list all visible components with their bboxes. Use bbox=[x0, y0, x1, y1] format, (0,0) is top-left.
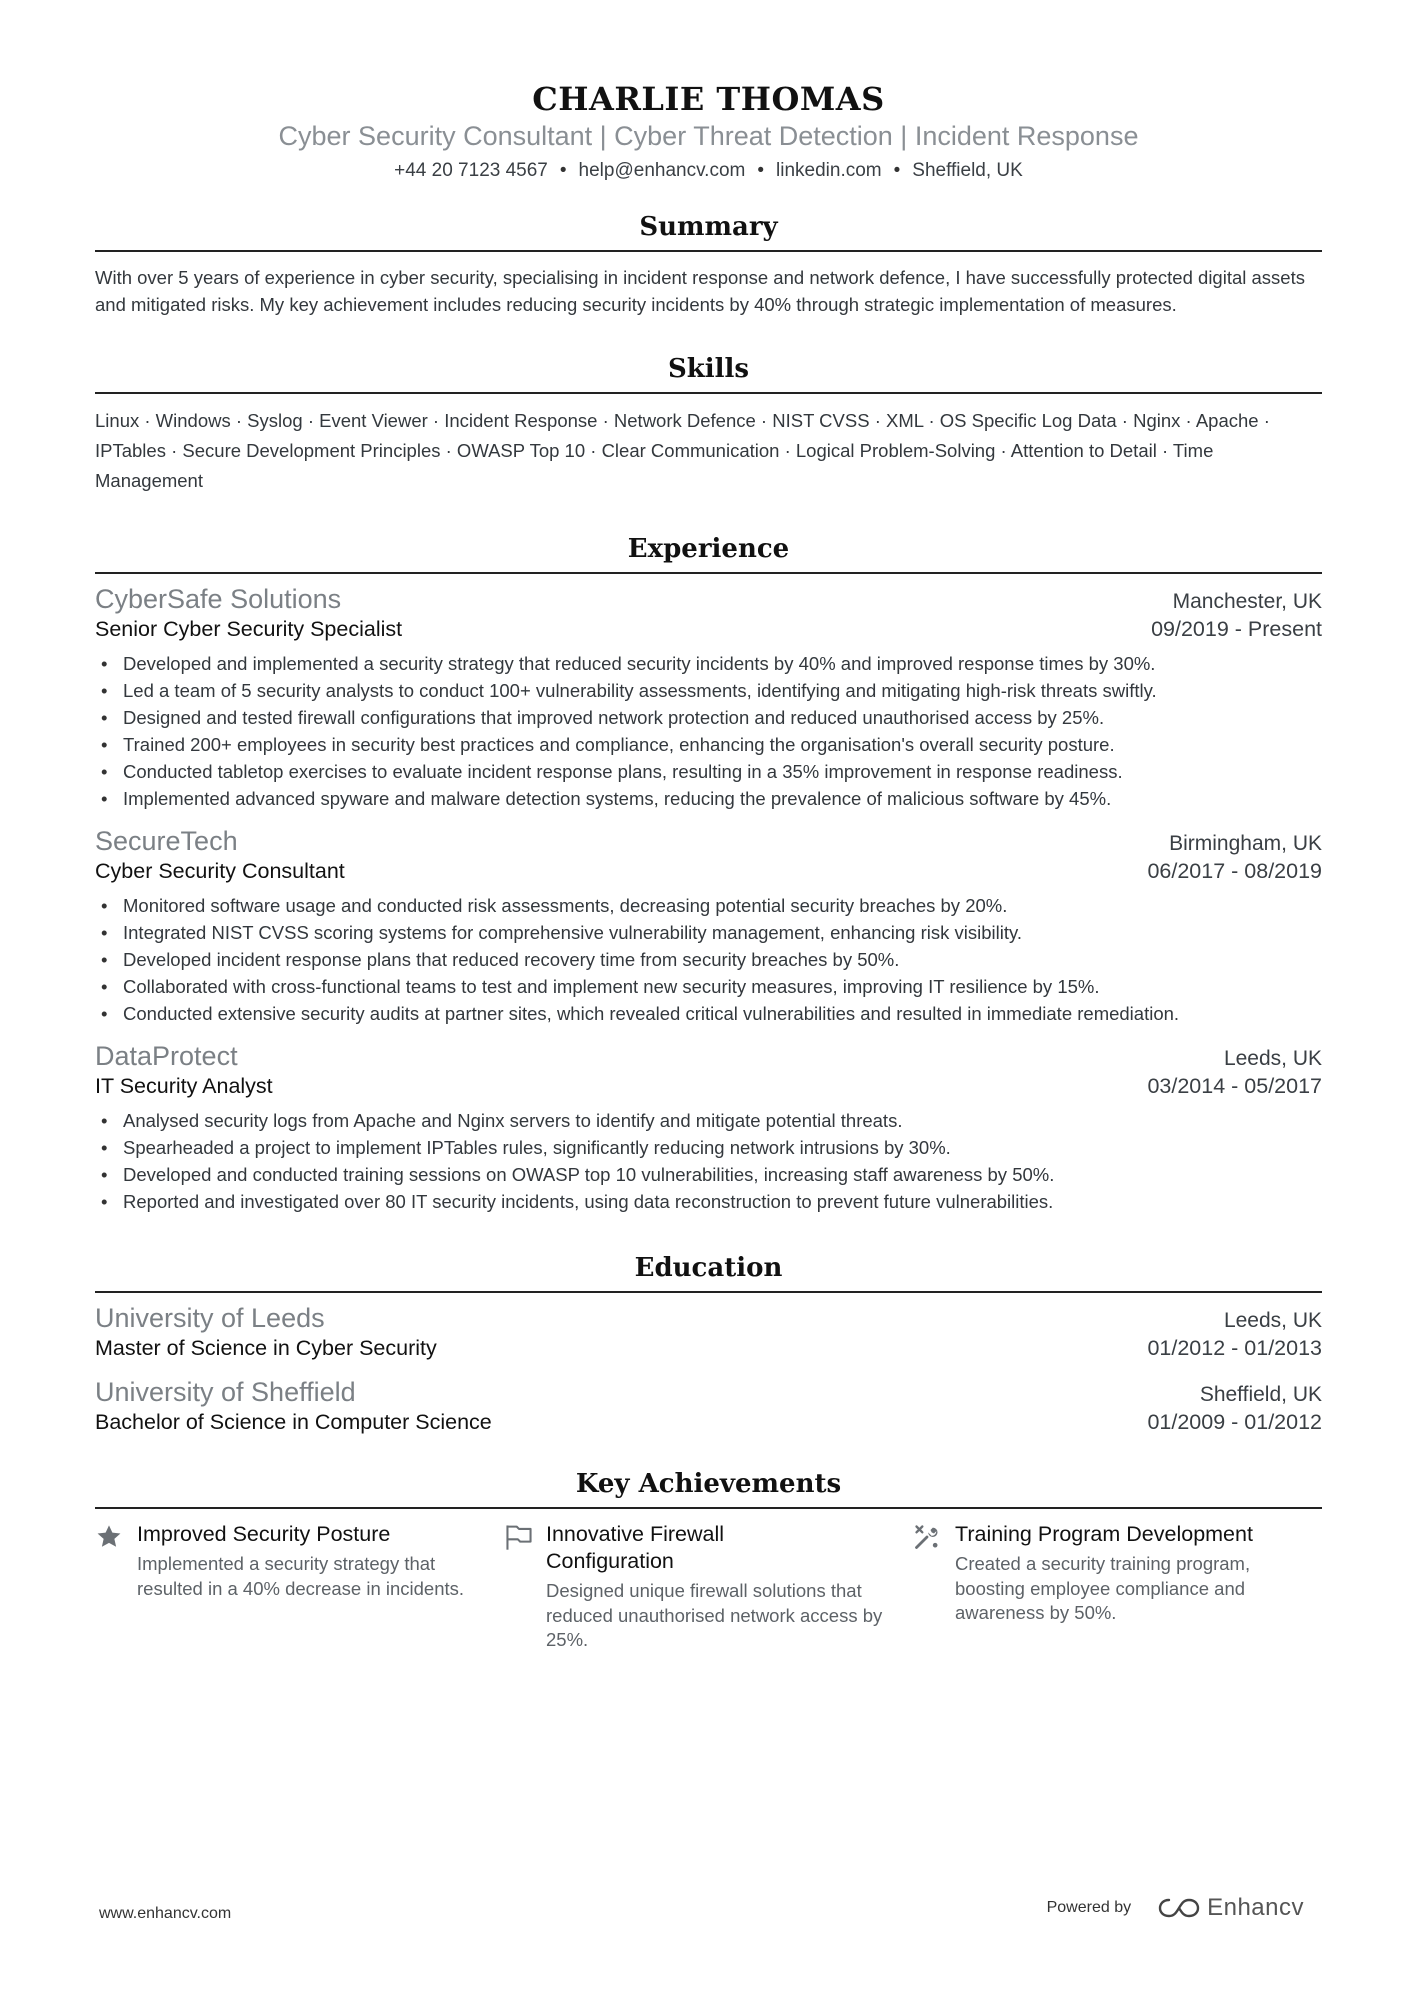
contact-line bbox=[95, 160, 1322, 182]
section-title: Summary bbox=[95, 212, 1322, 252]
school-location: Leeds, UK bbox=[1223, 1309, 1322, 1333]
resume-page bbox=[95, 80, 1322, 1653]
experience-section bbox=[95, 534, 1322, 1215]
degree: Bachelor of Science in Computer Science bbox=[95, 1410, 492, 1435]
job-entry bbox=[95, 826, 1322, 1027]
education-dates: 01/2012 - 01/2013 bbox=[1147, 1336, 1322, 1361]
job-title: IT Security Analyst bbox=[95, 1074, 273, 1099]
bullet-item: • Collaborated with cross-functional teams to test and implement new security measures, improving IT resilience by 15%. bbox=[95, 973, 1322, 1000]
footer-website-link[interactable]: www.enhancv.com bbox=[99, 1905, 232, 1922]
job-dates: 06/2017 - 08/2019 bbox=[1147, 859, 1322, 884]
bullet-item: • Developed and conducted training sessions on OWASP top 10 vulnerabilities, increasing staff awareness by 50%. bbox=[95, 1161, 1322, 1188]
achievement-description: Created a security training program, boosting employee compliance and awareness by 50%. bbox=[955, 1553, 1251, 1624]
degree: Master of Science in Cyber Security bbox=[95, 1336, 437, 1361]
linkedin-link[interactable]: linkedin.com bbox=[776, 160, 882, 182]
headline: Cyber Security Consultant | Cyber Threat Detection | Incident Response bbox=[278, 121, 1139, 152]
footer-branding bbox=[1047, 1894, 1304, 1922]
email-link[interactable]: help@enhancv.com bbox=[578, 160, 746, 182]
job-dates: 09/2019 - Present bbox=[1151, 617, 1322, 642]
job-location: Leeds, UK bbox=[1223, 1047, 1322, 1071]
job-location: Manchester, UK bbox=[1172, 590, 1322, 614]
powered-by-label: Powered by bbox=[1046, 1899, 1132, 1916]
skills-text: Linux · Windows · Syslog · Event Viewer · Incident Response · Network Defence · NIST CVSS · XML · OS Specific Log Data · Nginx · Apache · IPTables · Secure Development Principles · OWASP Top 10 · Clear Communication · Logical Problem-Solving · Attention to Detail · Time Management bbox=[95, 410, 1270, 492]
achievement-item bbox=[504, 1521, 913, 1653]
bullet-item: • Developed and implemented a security strategy that reduced security incidents by 40% and improved response times by 30%. bbox=[95, 650, 1322, 677]
job-bullets bbox=[95, 892, 1322, 1027]
phone[interactable]: +44 20 7123 4567 bbox=[394, 160, 548, 182]
separator: • bbox=[893, 160, 901, 182]
separator: • bbox=[559, 160, 567, 182]
bullet-item: • Reported and investigated over 80 IT security incidents, using data reconstruction to prevent future vulnerabilities. bbox=[95, 1188, 1322, 1215]
achievement-description: Designed unique firewall solutions that reduced unauthorised network access by 25%. bbox=[546, 1580, 883, 1651]
enhancv-logo[interactable] bbox=[1157, 1894, 1304, 1922]
achievement-title: Improved Security Posture bbox=[137, 1522, 391, 1547]
company-name: CyberSafe Solutions bbox=[95, 584, 342, 615]
achievement-description: Implemented a security strategy that resulted in a 40% decrease in incidents. bbox=[137, 1553, 465, 1599]
section-title: Experience bbox=[95, 534, 1322, 574]
job-dates: 03/2014 - 05/2017 bbox=[1147, 1074, 1322, 1099]
bullet-item: • Conducted extensive security audits at partner sites, which revealed critical vulnerabilities and resulted in immediate remediation. bbox=[95, 1000, 1322, 1027]
company-name: DataProtect bbox=[95, 1041, 238, 1072]
achievement-title: Innovative Firewall Configuration bbox=[546, 1522, 725, 1574]
skills-section bbox=[95, 354, 1322, 496]
education-entry bbox=[95, 1303, 1322, 1361]
bullet-item: • Led a team of 5 security analysts to conduct 100+ vulnerability assessments, identifying and mitigating high-risk threats swiftly. bbox=[95, 677, 1322, 704]
school-name: University of Leeds bbox=[95, 1303, 325, 1334]
achievement-title: Training Program Development bbox=[955, 1522, 1253, 1547]
summary-section bbox=[95, 212, 1322, 318]
job-location: Birmingham, UK bbox=[1169, 832, 1322, 856]
job-title: Senior Cyber Security Specialist bbox=[95, 617, 403, 642]
school-location: Sheffield, UK bbox=[1199, 1383, 1322, 1407]
section-title: Education bbox=[95, 1253, 1322, 1293]
job-bullets bbox=[95, 650, 1322, 812]
enhancv-logo-icon bbox=[1157, 1896, 1201, 1920]
bullet-item: • Trained 200+ employees in security best practices and compliance, enhancing the organisation's overall security posture. bbox=[95, 731, 1322, 758]
achievements-section bbox=[95, 1469, 1322, 1653]
bullet-item: • Analysed security logs from Apache and Nginx servers to identify and mitigate potential threats. bbox=[95, 1107, 1322, 1134]
section-title: Skills bbox=[95, 354, 1322, 394]
job-entry bbox=[95, 1041, 1322, 1215]
education-entry bbox=[95, 1377, 1322, 1435]
achievement-item bbox=[95, 1521, 504, 1653]
tools-icon bbox=[913, 1521, 955, 1653]
company-name: SecureTech bbox=[95, 826, 238, 857]
bullet-item: • Spearheaded a project to implement IPTables rules, significantly reducing network intrusions by 30%. bbox=[95, 1134, 1322, 1161]
bullet-item: • Conducted tabletop exercises to evaluate incident response plans, resulting in a 35% improvement in response readiness. bbox=[95, 758, 1322, 785]
location: Sheffield, UK bbox=[912, 160, 1023, 182]
bullet-item: • Designed and tested firewall configurations that improved network protection and reduced unauthorised access by 25%. bbox=[95, 704, 1322, 731]
separator: • bbox=[757, 160, 765, 182]
job-bullets bbox=[95, 1107, 1322, 1215]
section-title: Key Achievements bbox=[95, 1469, 1322, 1509]
job-entry bbox=[95, 584, 1322, 812]
bullet-item: • Implemented advanced spyware and malware detection systems, reducing the prevalence of malicious software by 45%. bbox=[95, 785, 1322, 812]
education-dates: 01/2009 - 01/2012 bbox=[1147, 1410, 1322, 1435]
school-name: University of Sheffield bbox=[95, 1377, 356, 1408]
job-title: Cyber Security Consultant bbox=[95, 859, 345, 884]
brand-name: Enhancv bbox=[1207, 1894, 1304, 1921]
name: CHARLIE THOMAS bbox=[532, 80, 885, 118]
star-icon bbox=[95, 1521, 137, 1653]
bullet-item: • Integrated NIST CVSS scoring systems for comprehensive vulnerability management, enhancing risk visibility. bbox=[95, 919, 1322, 946]
flag-icon bbox=[504, 1521, 546, 1653]
bullet-item: • Developed incident response plans that reduced recovery time from security breaches by 50%. bbox=[95, 946, 1322, 973]
education-section bbox=[95, 1253, 1322, 1435]
summary-text: With over 5 years of experience in cyber security, specialising in incident response and network defence, I have successfully protected digital assets and mitigated risks. My key achievement includes reducing security incidents by 40% through strategic implementation of measures. bbox=[95, 267, 1305, 316]
achievement-item bbox=[913, 1521, 1322, 1653]
bullet-item: • Monitored software usage and conducted risk assessments, decreasing potential security breaches by 20%. bbox=[95, 892, 1322, 919]
